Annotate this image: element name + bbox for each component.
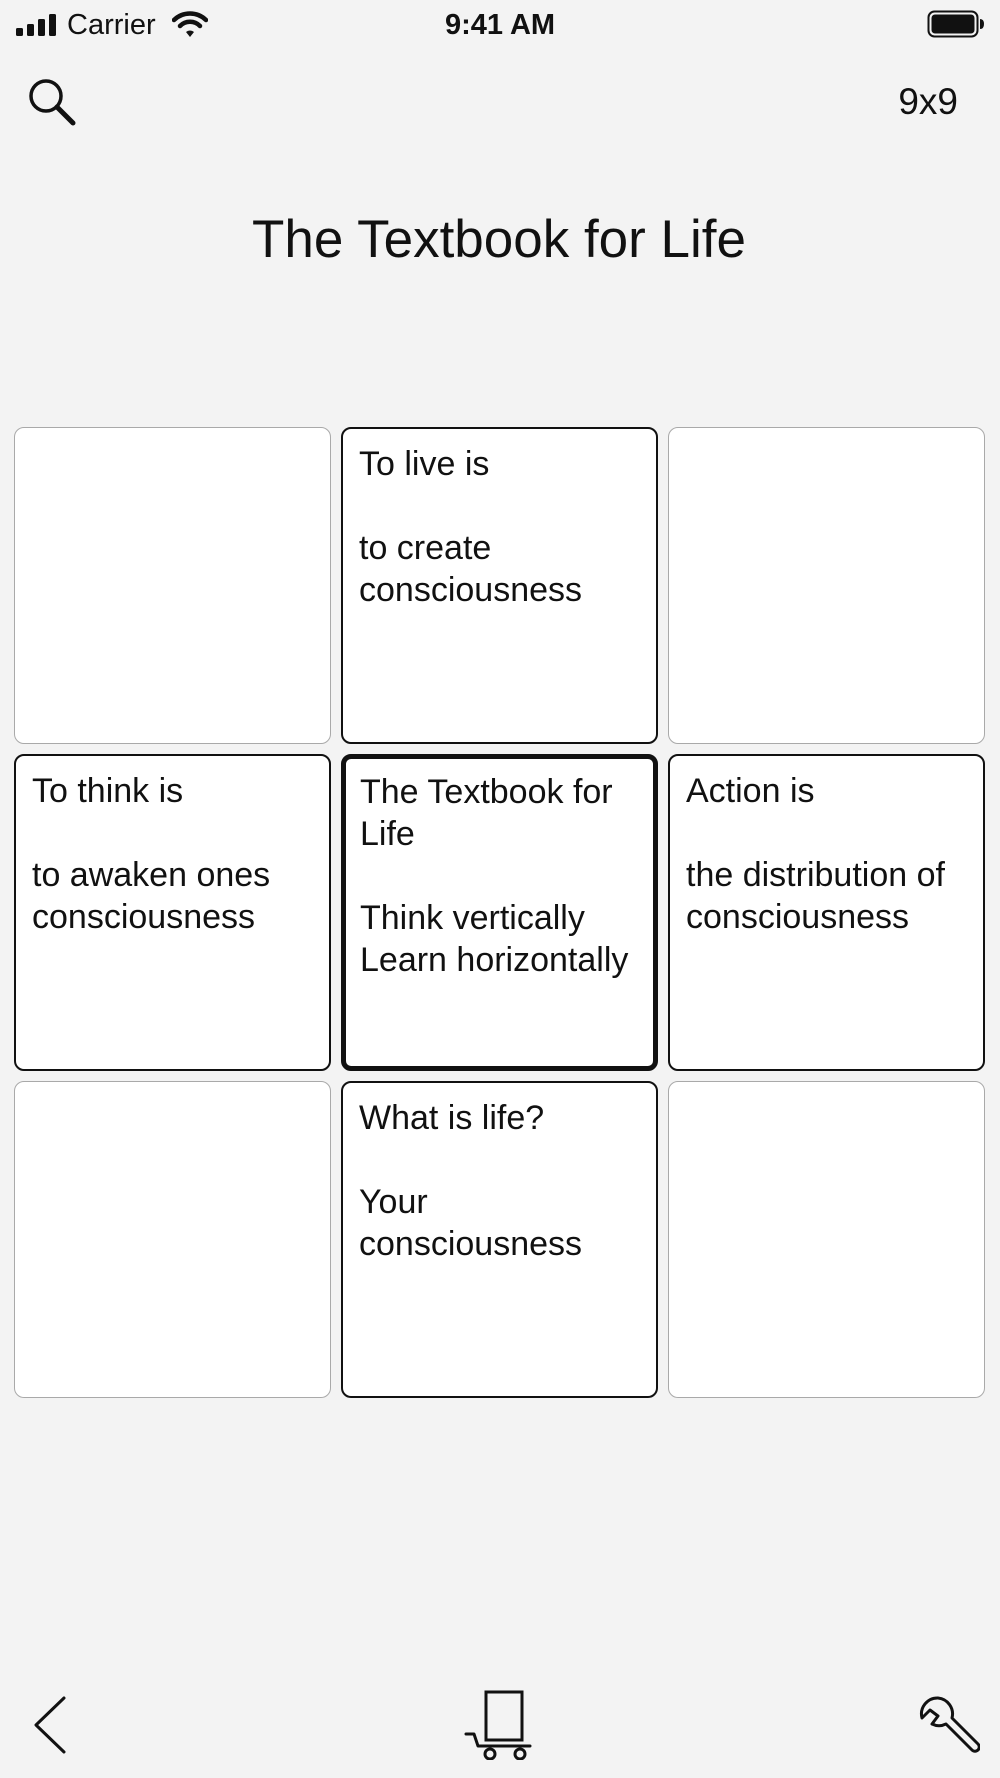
status-time: 9:41 AM [444,9,556,41]
cart-icon[interactable] [464,1688,536,1760]
grid-cell-center[interactable]: The Textbook for Life Think vertically Learn horizontally [341,754,658,1071]
battery-icon [927,10,985,38]
grid-cell-right[interactable]: Action is the distribution of consciousness [668,754,985,1071]
wrench-icon[interactable] [916,1694,980,1758]
grid-cell-bottom[interactable]: What is life? Your consciousness [341,1081,658,1398]
search-icon[interactable] [26,76,80,130]
grid-cell-top-left[interactable] [14,427,331,744]
mandala-grid [14,427,986,1399]
grid-size-button[interactable]: 9x9 [898,81,958,122]
grid-cell-bottom-left[interactable] [14,1081,331,1398]
grid-cell-top[interactable]: To live is to create consciousness [341,427,658,744]
bottom-toolbar [0,1680,1000,1778]
grid-cell-top-right[interactable] [668,427,985,744]
chevron-left-icon[interactable] [30,1694,74,1756]
carrier-label: Carrier [67,9,156,41]
grid-cell-bottom-right[interactable] [668,1081,985,1398]
page-title: The Textbook for Life [252,210,746,269]
grid-cell-left[interactable]: To think is to awaken ones consciousness [14,754,331,1071]
status-bar [0,0,1000,50]
